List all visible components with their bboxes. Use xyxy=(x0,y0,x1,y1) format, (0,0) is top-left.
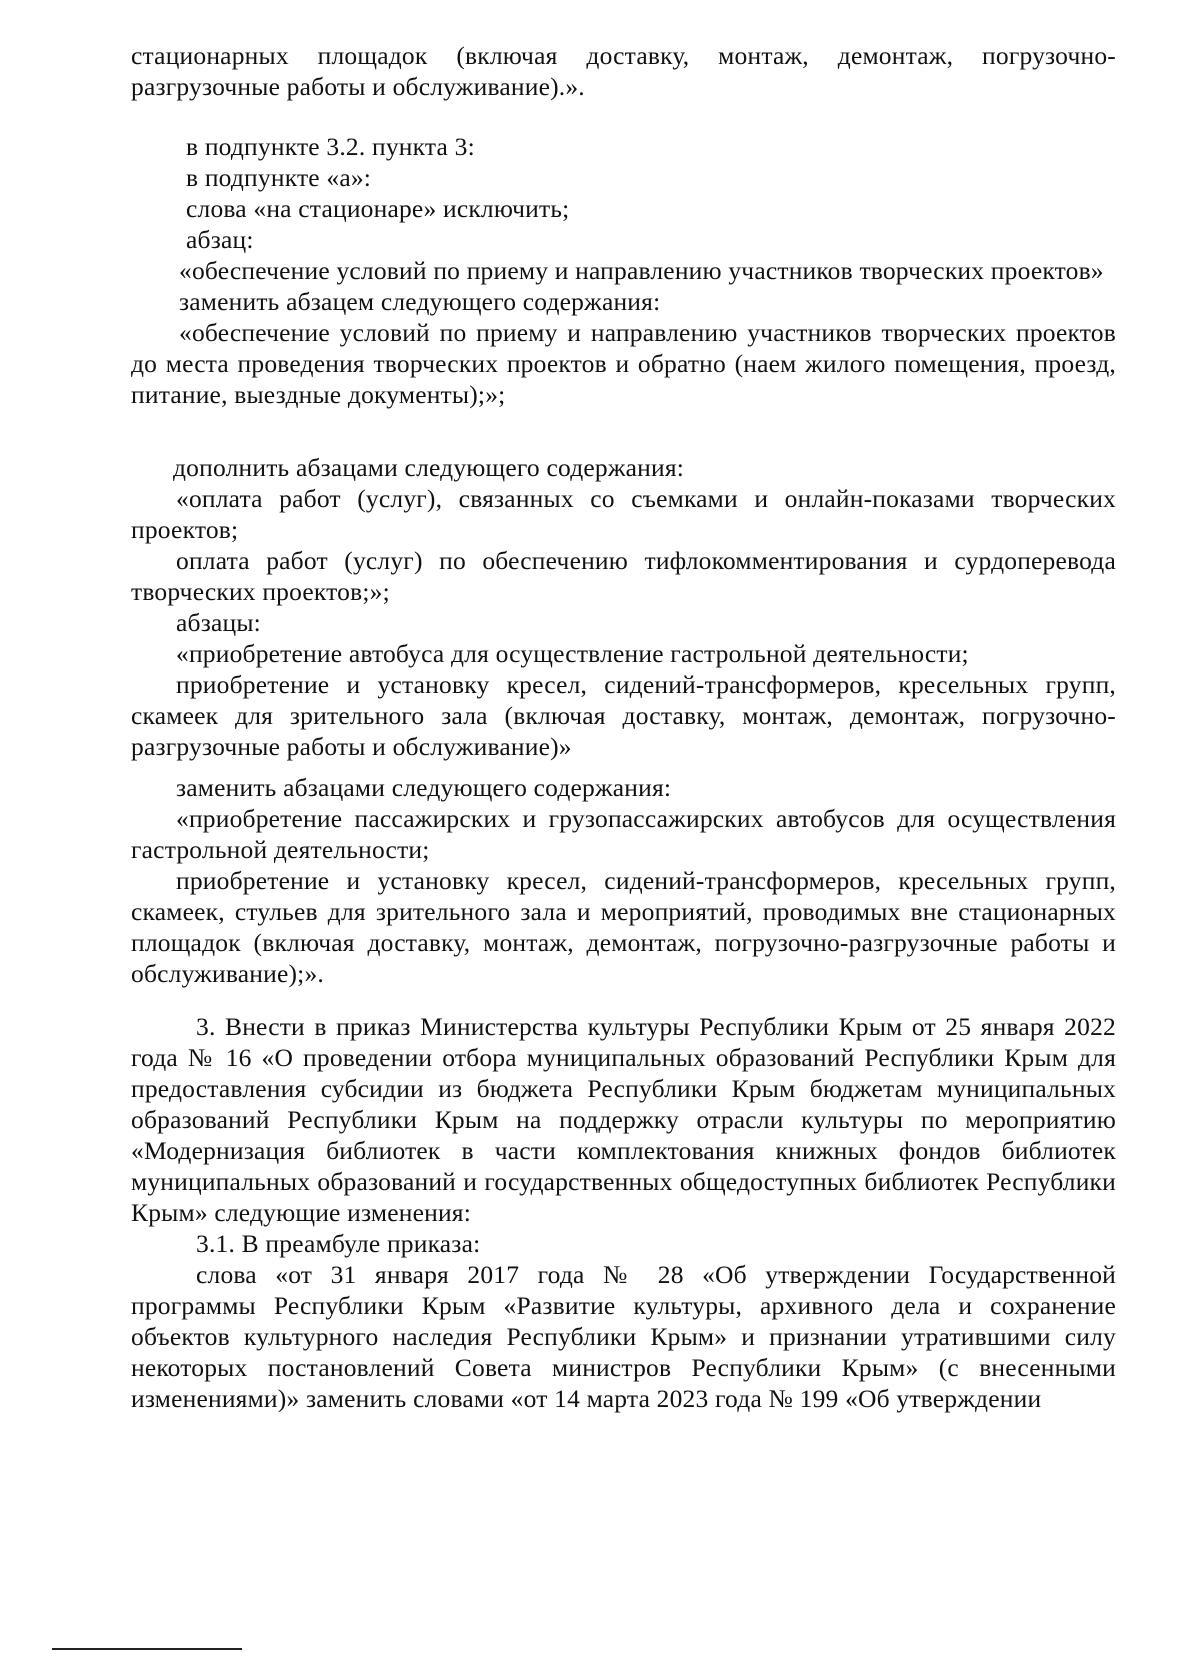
line-subpoint-a: в подпункте «а»: xyxy=(186,163,372,192)
line-paragraphs-label: абзацы: xyxy=(176,608,261,637)
point-3-paragraph: 3. Внести в приказ Министерства культуры Республики Крым от 25 января 2022 года № 16 «О проведении отбора муниципальных образований Республики Крым для предоставления субсидии из бюджета Республики Крым бюджетам муниципальных образований Республики Крым на поддержку отрасли культуры по мероприятию «Модернизация библиотек в части комплектования книжных фондов библиотек муниципальных образований и государственных общедоступных библиотек Республики Крым» следующие изменения: xyxy=(131,1012,1116,1227)
line-subpoint-ref: в подпункте 3.2. пункта 3: xyxy=(186,132,475,161)
section-point-3 xyxy=(131,1011,1116,1414)
quoted-seats-paragraph: приобретение и установку кресел, сидений-трансформеров, кресельных групп, скамеек для зрительного зала (включая доставку, монтаж, демонтаж, погрузочно-разгрузочные работы и обслуживание)» xyxy=(131,670,1116,761)
line-replace-instruction: заменить абзацем следующего содержания: xyxy=(179,287,661,316)
quoted-new-bus-paragraph: «приобретение пассажирских и грузопассажирских автобусов для осуществления гастрольной деятельности; xyxy=(131,804,1116,864)
line-add-instruction: дополнить абзацами следующего содержания: xyxy=(173,453,685,482)
quoted-added-paragraph-2: оплата работ (услуг) по обеспечению тифлокомментирования и сурдоперевода творческих проектов;»; xyxy=(131,546,1116,606)
quoted-new-seats-paragraph: приобретение и установку кресел, сидений-трансформеров, кресельных групп, скамеек, стульев для зрительного зала и мероприятий, проводимых вне стационарных площадок (включая доставку, монтаж, демонтаж, погрузочно-разгрузочные работы и обслуживание);». xyxy=(131,866,1116,988)
quoted-bus-paragraph: «приобретение автобуса для осуществление гастрольной деятельности; xyxy=(176,639,969,668)
line-words-exclude: слова «на стационаре» исключить; xyxy=(186,194,570,223)
footnote-separator-line xyxy=(52,1648,242,1650)
line-paragraph-label: абзац: xyxy=(186,225,254,254)
section-add-paragraphs xyxy=(131,452,1116,762)
quoted-old-paragraph: «обеспечение условий по приему и направлению участников творческих проектов» xyxy=(179,256,1104,285)
quoted-added-paragraph-1: «оплата работ (услуг), связанных со съемками и онлайн-показами творческих проектов; xyxy=(131,484,1116,544)
quoted-new-paragraph: «обеспечение условий по приему и направлению участников творческих проектов до места проведения творческих проектов и обратно (наем жилого помещения, проезд, питание, выездные документы);»; xyxy=(131,318,1116,409)
preamble-words-paragraph: слова «от 31 января 2017 года № 28 «Об утверждении Государственной программы Республики Крым «Развитие культуры, архивного дела и сохранение объектов культурного наследия Республики Крым» и признании утратившими силу некоторых постановлений Совета министров Республики Крым» (с внесенными изменениями)» заменить словами «от 14 марта 2023 года № 199 «Об утверждении xyxy=(131,1260,1116,1413)
paragraph-text: стационарных площадок (включая доставку, монтаж, демонтаж, погрузочно-разгрузочные работы и обслуживание).». xyxy=(131,41,1116,101)
paragraph-continued-top xyxy=(131,40,1116,102)
subpoint-3-1-heading: 3.1. В преамбуле приказа: xyxy=(196,1229,481,1258)
line-replace-paragraphs-instruction: заменить абзацами следующего содержания: xyxy=(176,773,672,802)
section-subpoint-3-2 xyxy=(131,131,1116,410)
section-replace-paragraphs xyxy=(131,772,1116,989)
